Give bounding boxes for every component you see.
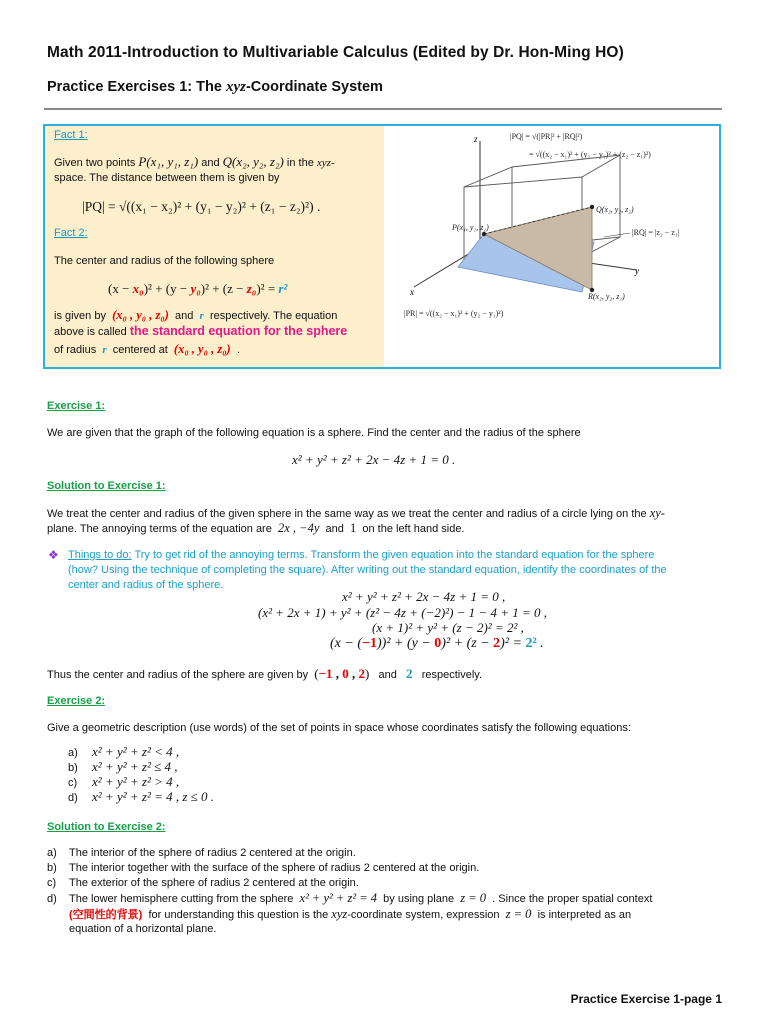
- p-label: P(x₁, y₁, z₁): [452, 223, 489, 232]
- step4-c: )² + (z −: [441, 636, 494, 651]
- q-label: Q(x₂, y₂, z₂): [596, 205, 634, 214]
- sol-text: The interior of the sphere of radius 2 centered at the origin.: [69, 847, 356, 859]
- item-letter: a): [68, 747, 78, 759]
- sphere-eq-y0: y₀: [190, 281, 201, 296]
- solution1-label: Solution to Exercise 1:: [47, 480, 166, 492]
- sol-d-xyz: xyz: [331, 907, 348, 921]
- item-equation: x² + y² + z² = 4 , z ≤ 0 .: [92, 789, 215, 804]
- page-title: Math 2011-Introduction to Multivariable Calculus (Edited by Dr. Hon-Ming HO): [47, 44, 624, 61]
- page-subtitle: [47, 79, 383, 96]
- sol-letter: d): [47, 893, 57, 905]
- fact1-text-a: Given two points: [54, 157, 136, 169]
- exercise2-item-c: [68, 774, 214, 789]
- rq-label: |RQ| = |z₂ − z₁|: [632, 228, 680, 237]
- sphere-eq-r: r²: [278, 281, 288, 296]
- header-rule: [44, 108, 722, 110]
- fact1-and: and: [201, 157, 220, 169]
- solution1-line2-end: on the left hand side.: [362, 523, 465, 535]
- solution1-line2-text: plane. The annoying terms of the equation are: [47, 523, 272, 535]
- sol-d-plane2: z = 0: [505, 907, 532, 921]
- exercise1-equation: x² + y² + z² + 2x − 4z + 1 = 0 .: [292, 452, 456, 467]
- todo-line2: (how? Using the technique of completing the square). After writing out the standard equation, identify the coordinates of the: [68, 564, 667, 576]
- point-q: [590, 205, 594, 209]
- todo-line3: center and radius of the sphere.: [68, 579, 224, 591]
- sphere-eq-a: (x −: [108, 281, 133, 296]
- step4-two: 2: [493, 636, 501, 651]
- item-letter: c): [68, 777, 78, 789]
- solution1-and: and: [325, 523, 344, 535]
- solution2-c: [47, 875, 359, 891]
- distance-formula: |PQ| = √((x₁ − x₂)² + (y₁ − y₂)² + (z₁ − z₂)²) .: [82, 199, 321, 214]
- solution1-conclusion: [47, 666, 482, 683]
- exercise2-item-d: [68, 789, 214, 804]
- page-footer: Practice Exercise 1-page 1: [570, 992, 722, 1006]
- bullet-icon: ❖: [48, 548, 59, 562]
- diagram-formula-2: = √((x₂ − x₁)² + (y₂ − y₁)² + (z₂ − z₁)²): [529, 150, 651, 159]
- sphere-eq-c: )² + (z −: [200, 281, 247, 296]
- fact2-radius-a: of radius: [54, 344, 97, 356]
- solution1-line2: [47, 520, 465, 537]
- subtitle-math: xyz: [225, 79, 246, 95]
- item-equation: x² + y² + z² > 4 ,: [92, 774, 180, 789]
- r-label: R(x₂, y₂, z₁): [588, 292, 625, 301]
- center-x: −1: [318, 666, 333, 681]
- sol-letter: a): [47, 847, 57, 859]
- exercise2-item-b: [68, 759, 214, 774]
- sphere-eq-b: )² + (y −: [143, 281, 191, 296]
- annoying-term-1: 2x , −4y: [277, 521, 320, 535]
- step4-a: (x − (: [330, 636, 362, 651]
- fact2-r-2: r: [102, 344, 107, 356]
- step4-b: ))² + (y −: [376, 636, 435, 651]
- sol-d-plane: z = 0: [460, 891, 487, 905]
- conclusion-text: Thus the center and radius of the sphere are given by: [47, 669, 309, 681]
- diagram-formula-1: |PQ| = √(|PR|² + |RQ|²): [510, 132, 583, 141]
- solution2-label: Solution to Exercise 2:: [47, 821, 166, 833]
- fact1-line1: [54, 154, 335, 171]
- fact2-radius-line: [54, 341, 240, 358]
- sol-d-f: is interpreted as an: [537, 909, 632, 921]
- solution2-d-line1: [47, 890, 652, 907]
- fact2-period: .: [236, 344, 240, 356]
- todo-label: Things to do:: [68, 549, 132, 561]
- fact2-above: above is called: [54, 326, 127, 338]
- step4-minus1: −1: [362, 636, 377, 651]
- solution1-line1-text: We treat the center and radius of the given sphere in the same way as we treat the center and radius of a circle lying on the: [47, 508, 647, 520]
- sol-text: The exterior of the sphere of radius 2 centered at the origin.: [69, 877, 359, 889]
- fact1-label: Fact 1:: [54, 129, 88, 141]
- radius-value: 2: [406, 666, 413, 681]
- solution2-d-line3: equation of a horizontal plane.: [69, 923, 217, 935]
- sphere-equation: [108, 281, 287, 297]
- pr-label: |PR| = √((x₂ − x₁)² + (y₂ − y₁)²): [404, 309, 504, 318]
- sphere-eq-z0: z₀: [246, 281, 257, 296]
- item-equation: x² + y² + z² < 4 ,: [92, 744, 180, 759]
- center-close: ): [365, 666, 370, 681]
- standard-equation-phrase: the standard equation for the sphere: [129, 324, 348, 338]
- sol-d-c: . Since the proper spatial context: [492, 893, 653, 905]
- sol-text: The interior together with the surface of the sphere of radius 2 centered at the origin.: [69, 862, 480, 874]
- sol-d-e: -coordinate system, expression: [347, 909, 500, 921]
- item-letter: b): [68, 762, 78, 774]
- step-2: (x² + 2x + 1) + y² + (z² − 4z + (−2)²) − 1 − 4 + 1 = 0 ,: [258, 605, 547, 620]
- conclusion-and: and: [378, 669, 397, 681]
- fact2-r: r: [199, 310, 204, 322]
- exercise1-label: Exercise 1:: [47, 400, 106, 412]
- fact1-point-p: P(x₁, y₁, z₁): [138, 154, 199, 169]
- fact2-given-line: [54, 307, 337, 324]
- sphere-eq-d: )² =: [256, 281, 279, 296]
- sol-d-chinese: (空間性的背景): [69, 909, 143, 921]
- conclusion-end: respectively.: [421, 669, 483, 681]
- fact2-above-line: [54, 323, 347, 340]
- sol-letter: c): [47, 877, 57, 889]
- step4-radius: 2²: [525, 636, 537, 651]
- sol-d-b: by using plane: [383, 893, 455, 905]
- fact2-given-b: respectively. The equation: [209, 310, 338, 322]
- fact1-text-b: in the: [286, 157, 314, 169]
- step-3: (x + 1)² + y² + (z − 2)² = 2² ,: [372, 620, 524, 635]
- fact2-and: and: [175, 310, 194, 322]
- fact1-point-q: Q(x₂, y₂, z₂): [222, 154, 284, 169]
- solution2-b: [47, 860, 479, 876]
- fact2-given-a: is given by: [54, 310, 106, 322]
- x-axis-label: x: [410, 287, 414, 297]
- y-axis-label: y: [635, 266, 639, 276]
- step4-zero: 0: [434, 636, 442, 651]
- sol-letter: b): [47, 862, 57, 874]
- solution1-xy: xy-: [649, 506, 665, 520]
- sphere-eq-x0: x₀: [132, 281, 144, 296]
- sol-d-eq: x² + y² + z² = 4: [299, 891, 378, 905]
- z-axis-label: z: [474, 134, 478, 144]
- todo-text-1: Try to get rid of the annoying terms. Transform the given equation into the standard equation for the sphere: [131, 549, 655, 561]
- step4-e: .: [536, 636, 544, 651]
- fact2-line1: The center and radius of the following sphere: [54, 255, 275, 267]
- subtitle-pre: Practice Exercises 1: The: [47, 79, 226, 95]
- item-letter: d): [68, 792, 78, 804]
- center-open: (: [314, 666, 319, 681]
- item-equation: x² + y² + z² ≤ 4 ,: [92, 759, 178, 774]
- fact2-radius-b: centered at: [112, 344, 168, 356]
- sol-d-d: for understanding this question is the: [148, 909, 329, 921]
- fact2-label: Fact 2:: [54, 227, 88, 239]
- exercise2-list: [68, 744, 214, 804]
- sol-d-a: The lower hemisphere cutting from the sphere: [69, 893, 294, 905]
- distance-diagram: [392, 127, 718, 367]
- center-y: 0: [342, 666, 349, 681]
- exercise1-text: We are given that the graph of the following equation is a sphere. Find the center and the radius of the sphere: [47, 427, 581, 439]
- subtitle-post: -Coordinate System: [245, 79, 383, 95]
- fact2-center-2: (x₀ , y₀ , z₀): [173, 342, 231, 356]
- exercise2-text: Give a geometric description (use words) of the set of points in space whose coordinates satisfy the following equations:: [47, 722, 631, 734]
- point-p: [482, 232, 486, 236]
- fact2-center: (x₀ , y₀ , z₀): [112, 308, 169, 322]
- exercise2-label: Exercise 2:: [47, 695, 106, 707]
- center-z: 2: [358, 666, 365, 681]
- center-value: (−1 , 0 , 2): [314, 666, 370, 681]
- exercise2-item-a: [68, 744, 214, 759]
- fact1-line2: space. The distance between them is given by: [54, 172, 280, 184]
- solution2-a: [47, 845, 356, 861]
- todo-line1: [68, 547, 728, 563]
- step4-d: )² =: [500, 636, 526, 651]
- fact1-xyz: xyz-: [316, 157, 335, 169]
- annoying-term-2: 1: [349, 521, 357, 535]
- step-1: x² + y² + z² + 2x − 4z + 1 = 0 ,: [342, 589, 506, 604]
- rq-leader: [604, 233, 630, 237]
- step-4: [330, 636, 544, 652]
